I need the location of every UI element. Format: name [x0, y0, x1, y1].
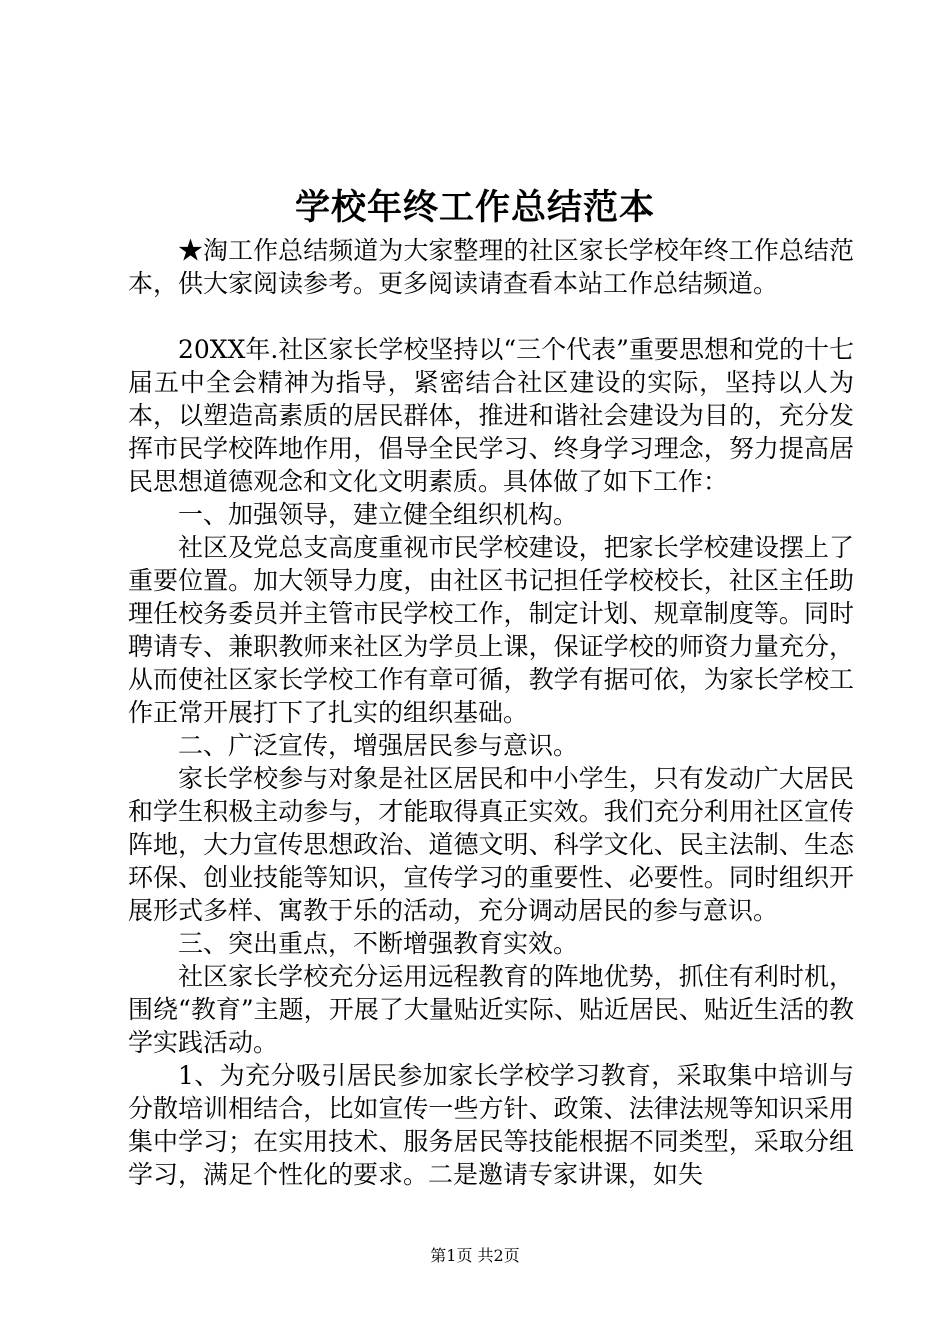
document-body — [128, 234, 854, 1191]
document-title: 学校年终工作总结范本 — [294, 188, 655, 228]
page-footer: 第1页 共2页 — [430, 1246, 520, 1265]
body-paragraph: 家长学校参与对象是社区居民和中小学生，只有发动广大居民和学生积极主动参与，才能取得真正实效。我们充分利用社区宣传阵地，大力宣传思想政治、道德文明、科学文化、民主法制、生态环保、创业技能等知识，宣传学习的重要性、必要性。同时组织开展形式多样、寓教于乐的活动，充分调动居民的参与意识。 — [128, 764, 854, 925]
intro-paragraph: ★淘工作总结频道为大家整理的社区家长学校年终工作总结范本，供大家阅读参考。更多阅读请查看本站工作总结频道。 — [128, 236, 854, 298]
section-heading: 三、突出重点，不断增强教育实效。 — [178, 929, 579, 958]
body-paragraph: 20XX年.社区家长学校坚持以“三个代表”重要思想和党的十七届五中全会精神为指导，紧密结合社区建设的实际，坚持以人为本，以塑造高素质的居民群体，推进和谐社会建设为目的，充分发挥市民学校阵地作用，倡导全民学习、终身学习理念，努力提高居民思想道德观念和文化文明素质。具体做了如下工作： — [128, 335, 854, 496]
body-paragraph: 1、为充分吸引居民参加家长学校学习教育，采取集中培训与分散培训相结合，比如宣传一些方针、政策、法律法规等知识采用集中学习；在实用技术、服务居民等技能根据不同类型，采取分组学习，满足个性化的要求。二是邀请专家讲课，如失 — [128, 1061, 854, 1189]
body-paragraph: 社区及党总支高度重视市民学校建设，把家长学校建设摆上了重要位置。加大领导力度，由社区书记担任学校校长，社区主任助理任校务委员并主管市民学校工作，制定计划、规章制度等。同时聘请专、兼职教师来社区为学员上课，保证学校的师资力量充分，从而使社区家长学校工作有章可循，教学有据可依，为家长学校工作正常开展打下了扎实的组织基础。 — [128, 533, 854, 727]
body-paragraph: 社区家长学校充分运用远程教育的阵地优势，抓住有利时机，围绕“教育”主题，开展了大量贴近实际、贴近居民、贴近生活的教学实践活动。 — [128, 962, 854, 1057]
section-heading: 一、加强领导，建立健全组织机构。 — [178, 500, 579, 529]
section-heading: 二、广泛宣传，增强居民参与意识。 — [178, 731, 579, 760]
